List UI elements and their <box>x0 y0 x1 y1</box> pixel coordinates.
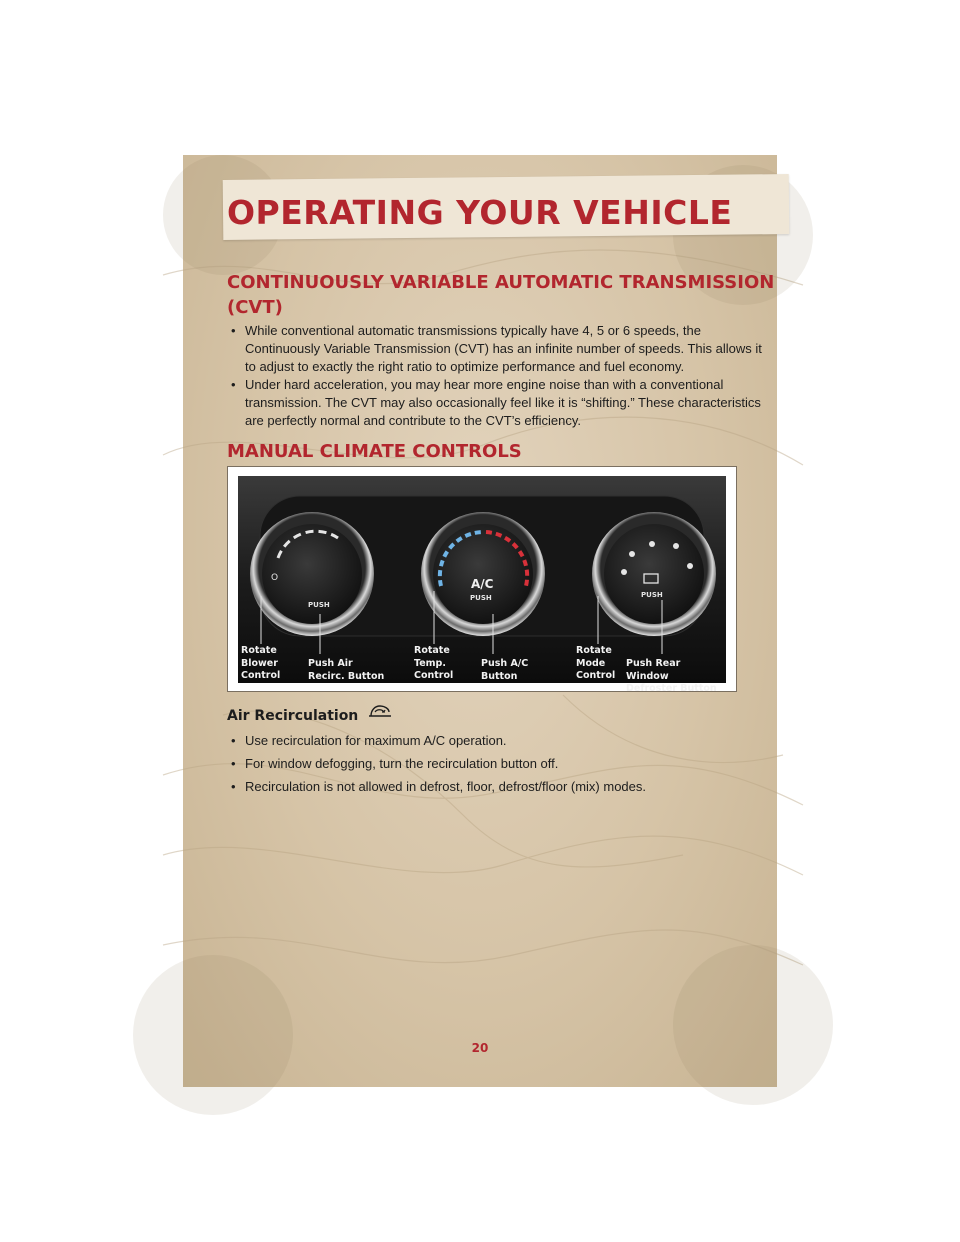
page-title: OPERATING YOUR VEHICLE <box>227 193 733 232</box>
cvt-heading-line1: CONTINUOUSLY VARIABLE AUTOMATIC TRANSMISSION <box>227 272 775 293</box>
temp-knob <box>421 512 545 636</box>
label-rotate-mode: Rotate Mode Control <box>576 645 616 681</box>
cvt-heading-line2: (CVT) <box>227 297 283 318</box>
label-push-air-recirc: Push Air Recirc. Button <box>308 658 385 682</box>
blower-knob <box>250 512 374 636</box>
ac-text: A/C <box>471 577 494 591</box>
page-number: 20 <box>471 1041 489 1055</box>
recirculation-icon <box>365 700 395 722</box>
label-push-ac: Push A/C Button <box>481 658 529 682</box>
ac-push-text: PUSH <box>470 594 492 602</box>
mode-knob <box>592 512 716 636</box>
defrost-push-text: PUSH <box>641 591 663 599</box>
air-recirc-bullet-1: • Use recirculation for maximum A/C operation. <box>231 732 765 750</box>
cvt-bullet-1: • While conventional automatic transmissions typically have 4, 5 or 6 speeds, the Continuously Variable Transmission (CVT) has an infinite number of speeds. This allows it to adjust to exactly the right ratio to optimize performance and fuel economy. <box>231 322 765 376</box>
climate-heading: MANUAL CLIMATE CONTROLS <box>227 441 522 462</box>
air-recirc-bullet-2: • For window defogging, turn the recirculation button off. <box>231 755 765 773</box>
label-rotate-temp: Rotate Temp. Control <box>414 645 454 681</box>
recirc-push-text: PUSH <box>308 601 330 609</box>
air-recirculation-heading <box>227 708 395 724</box>
blower-off-mark: O <box>271 573 279 583</box>
label-push-rear-defroster: Push Rear Window Defroster Button <box>626 658 717 694</box>
cvt-bullet-2: • Under hard acceleration, you may hear more engine noise than with a conventional transmission. The CVT may also occasionally feel like it is “shifting.” These characteristics are perfectly normal and contribute to the CVT’s efficiency. <box>231 376 765 430</box>
climate-panel-image <box>238 476 726 683</box>
air-recirculation-title: Air Recirculation <box>227 708 359 724</box>
climate-controls-photo <box>238 476 726 694</box>
air-recirc-bullet-3: • Recirculation is not allowed in defrost, floor, defrost/floor (mix) modes. <box>231 778 765 796</box>
manual-page <box>183 155 777 1087</box>
climate-controls-photo-frame <box>227 466 737 692</box>
label-rotate-blower: Rotate Blower Control <box>241 645 281 681</box>
